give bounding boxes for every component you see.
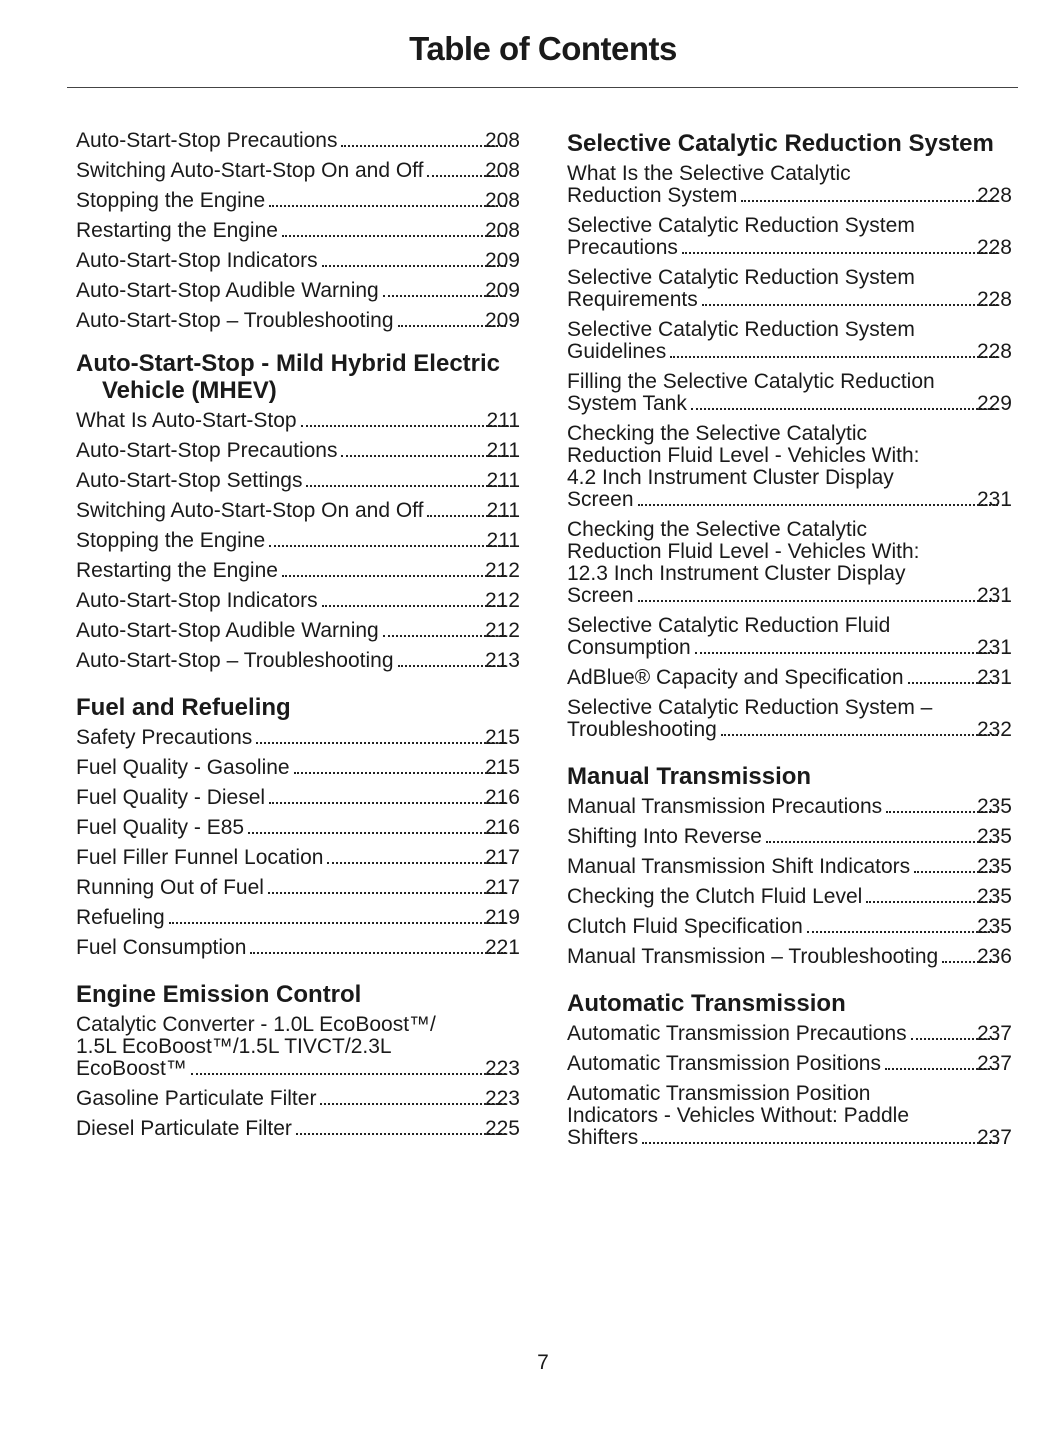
toc-page-number: 211	[486, 439, 520, 462]
section-heading: Auto-Start-Stop - Mild Hybrid Electric Vehicle (MHEV)	[76, 350, 501, 404]
dot-leader	[269, 545, 507, 547]
toc-page-number: 208	[484, 159, 520, 182]
toc-page-number: 215	[484, 756, 520, 779]
toc-entry-text: Selective Catalytic Reduction System –	[567, 696, 933, 719]
toc-entry-text: Guidelines	[567, 340, 667, 363]
toc-page-number: 216	[484, 786, 520, 809]
toc-entry-text: Requirements	[567, 288, 698, 311]
toc-page-number: 229	[976, 392, 1012, 415]
toc-entry-text: Screen	[567, 584, 634, 607]
toc-entry[interactable]	[76, 250, 520, 272]
toc-section	[567, 763, 1012, 968]
toc-entry-text: Switching Auto-Start-Stop On and Off	[76, 499, 424, 522]
toc-page-number: 232	[976, 718, 1012, 741]
toc-page-number: 211	[486, 469, 520, 492]
toc-entry-text: Auto-Start-Stop Settings	[76, 469, 303, 492]
page-title: Table of Contents	[409, 30, 677, 67]
toc-section	[76, 130, 520, 332]
toc-entry[interactable]	[76, 847, 520, 869]
toc-entry[interactable]	[567, 1053, 1012, 1075]
toc-entry[interactable]	[76, 817, 520, 839]
dot-leader	[682, 252, 998, 254]
toc-page-number: 209	[484, 279, 520, 302]
section-heading: Manual Transmission	[567, 763, 812, 790]
toc-page-number: 237	[976, 1052, 1012, 1075]
toc-entry[interactable]	[76, 190, 520, 212]
toc-entry[interactable]	[76, 590, 520, 612]
toc-entry-text: Selective Catalytic Reduction System	[567, 214, 915, 237]
toc-page-number: 209	[484, 249, 520, 272]
toc-entry-text: Filling the Selective Catalytic Reduction	[567, 370, 935, 393]
dot-leader	[670, 356, 998, 358]
toc-page-number: 228	[976, 340, 1012, 363]
dot-leader	[282, 235, 506, 237]
toc-entry-text: Reduction System	[567, 184, 738, 207]
toc-entry[interactable]	[76, 757, 520, 779]
dot-leader	[256, 742, 506, 744]
toc-entry[interactable]	[76, 280, 520, 302]
toc-entry-text: Consumption	[567, 636, 691, 659]
dot-leader	[250, 952, 506, 954]
toc-entry-text: Checking the Selective Catalytic	[567, 422, 867, 445]
dot-leader	[322, 265, 506, 267]
toc-entry[interactable]	[76, 787, 520, 809]
right-column	[567, 130, 1012, 1157]
dot-leader	[268, 892, 506, 894]
toc-entry[interactable]	[76, 620, 520, 642]
toc-entry-text: Shifters	[567, 1126, 639, 1149]
toc-entry-text: Auto-Start-Stop Indicators	[76, 249, 318, 272]
toc-page-number: 211	[486, 529, 520, 552]
toc-entry[interactable]	[567, 946, 1012, 968]
toc-section	[76, 981, 520, 1140]
dot-leader	[341, 145, 505, 147]
toc-page-number: 212	[484, 589, 520, 612]
toc-entry[interactable]	[76, 410, 520, 432]
toc-entry-text: Fuel Quality - E85	[76, 816, 245, 839]
dot-leader	[269, 205, 506, 207]
toc-entry-text: Auto-Start-Stop Precautions	[76, 439, 338, 462]
toc-page-number: 217	[484, 876, 520, 899]
toc-entry-text: 12.3 Inch Instrument Cluster Display	[567, 562, 906, 585]
dot-leader	[248, 832, 506, 834]
toc-entry-text: Automatic Transmission Position	[567, 1082, 871, 1105]
dot-leader	[341, 455, 507, 457]
toc-entry[interactable]	[76, 650, 520, 672]
toc-entry[interactable]	[76, 907, 520, 929]
toc-page-number: 235	[976, 855, 1012, 878]
toc-page-number: 235	[976, 915, 1012, 938]
toc-page-number: 212	[484, 559, 520, 582]
toc-entry[interactable]	[76, 470, 520, 492]
toc-entry-text: What Is the Selective Catalytic	[567, 162, 851, 185]
toc-page-number: 216	[484, 816, 520, 839]
toc-entry-text: What Is Auto-Start-Stop	[76, 409, 297, 432]
toc-entry[interactable]	[567, 519, 1012, 607]
toc-entry[interactable]	[76, 440, 520, 462]
toc-page-number: 215	[484, 726, 520, 749]
toc-page-number: 208	[484, 189, 520, 212]
toc-entry-text: Catalytic Converter - 1.0L EcoBoost™/	[76, 1013, 436, 1036]
toc-entry-text: Restarting the Engine	[76, 559, 278, 582]
toc-page-number: 237	[976, 1126, 1012, 1149]
toc-page-number: 235	[976, 885, 1012, 908]
dot-leader	[691, 408, 998, 410]
title-divider	[67, 87, 1018, 88]
toc-entry[interactable]	[567, 826, 1012, 848]
toc-entry-text: Auto-Start-Stop Precautions	[76, 129, 338, 152]
toc-entry[interactable]	[76, 160, 520, 182]
dot-leader	[766, 841, 998, 843]
toc-entry-text: Auto-Start-Stop – Troubleshooting	[76, 309, 394, 332]
toc-page-number: 212	[484, 619, 520, 642]
toc-entry-text: 4.2 Inch Instrument Cluster Display	[567, 466, 894, 489]
toc-page-number: 219	[484, 906, 520, 929]
dot-leader	[638, 600, 998, 602]
toc-entry[interactable]	[76, 937, 520, 959]
toc-entry[interactable]	[76, 1118, 520, 1140]
toc-entry-text: Fuel Quality - Gasoline	[76, 756, 290, 779]
toc-entry-text: EcoBoost™	[76, 1057, 187, 1080]
dot-leader	[306, 485, 507, 487]
toc-section	[76, 350, 520, 672]
toc-entry-text: Reduction Fluid Level - Vehicles With:	[567, 444, 920, 467]
toc-page-number: 211	[486, 409, 520, 432]
toc-entry[interactable]	[76, 727, 520, 749]
toc-entry-text: Switching Auto-Start-Stop On and Off	[76, 159, 424, 182]
toc-entry-text: Selective Catalytic Reduction Fluid	[567, 614, 891, 637]
toc-page-number: 235	[976, 825, 1012, 848]
dot-leader	[269, 802, 506, 804]
toc-entry[interactable]	[76, 1014, 520, 1080]
toc-entry-text: Diesel Particulate Filter	[76, 1117, 292, 1140]
dot-leader	[638, 504, 998, 506]
toc-page-number: 217	[484, 846, 520, 869]
toc-entry-text: Auto-Start-Stop Indicators	[76, 589, 318, 612]
toc-page-number: 228	[976, 236, 1012, 259]
dot-leader	[721, 734, 998, 736]
section-heading: Engine Emission Control	[76, 981, 362, 1008]
toc-entry[interactable]	[567, 371, 1012, 415]
toc-entry[interactable]	[567, 796, 1012, 818]
toc-entry-text: Selective Catalytic Reduction System	[567, 266, 915, 289]
toc-entry-text: Checking the Clutch Fluid Level	[567, 885, 863, 908]
dot-leader	[702, 304, 998, 306]
toc-section	[567, 130, 1012, 741]
toc-entry-text: Stopping the Engine	[76, 189, 266, 212]
toc-entry[interactable]	[76, 310, 520, 332]
left-column	[76, 130, 520, 1148]
toc-entry-text: Selective Catalytic Reduction System	[567, 318, 915, 341]
toc-entry-text: Safety Precautions	[76, 726, 253, 749]
toc-entry-text: Manual Transmission Precautions	[567, 795, 883, 818]
toc-entry-text: Troubleshooting	[567, 718, 717, 741]
toc-entry-text: Screen	[567, 488, 634, 511]
toc-entry-text: Auto-Start-Stop – Troubleshooting	[76, 649, 394, 672]
toc-entry[interactable]	[76, 877, 520, 899]
toc-page-number: 221	[484, 936, 520, 959]
toc-entry-text: Clutch Fluid Specification	[567, 915, 803, 938]
toc-entry-text: Automatic Transmission Precautions	[567, 1022, 907, 1045]
toc-page-number: 231	[976, 666, 1012, 689]
toc-page-number: 236	[976, 945, 1012, 968]
dot-leader	[695, 652, 998, 654]
toc-entry-text: Checking the Selective Catalytic	[567, 518, 867, 541]
dot-leader	[296, 1133, 506, 1135]
dot-leader	[282, 575, 506, 577]
toc-entry[interactable]	[567, 1023, 1012, 1045]
toc-entry[interactable]	[76, 130, 520, 152]
toc-entry[interactable]	[567, 215, 1012, 259]
dot-leader	[294, 772, 506, 774]
dot-leader	[807, 931, 998, 933]
dot-leader	[191, 1073, 506, 1075]
toc-page-number: 213	[484, 649, 520, 672]
toc-page-number: 237	[976, 1022, 1012, 1045]
toc-entry[interactable]	[567, 163, 1012, 207]
toc-page-number: 211	[486, 499, 520, 522]
toc-entry[interactable]	[567, 667, 1012, 689]
section-heading: Automatic Transmission	[567, 990, 846, 1017]
dot-leader	[169, 922, 506, 924]
dot-leader	[741, 200, 998, 202]
toc-entry-text: Indicators - Vehicles Without: Paddle	[567, 1104, 910, 1127]
toc-page-number: 231	[976, 636, 1012, 659]
toc-entry[interactable]	[567, 1083, 1012, 1149]
toc-entry[interactable]	[76, 560, 520, 582]
toc-page-number: 208	[484, 219, 520, 242]
toc-entry[interactable]	[567, 856, 1012, 878]
toc-entry-text: Fuel Filler Funnel Location	[76, 846, 324, 869]
dot-leader	[322, 605, 506, 607]
toc-entry-text: Auto-Start-Stop Audible Warning	[76, 279, 379, 302]
toc-entry-text: Reduction Fluid Level - Vehicles With:	[567, 540, 920, 563]
toc-entry[interactable]	[76, 530, 520, 552]
toc-entry-text: Restarting the Engine	[76, 219, 278, 242]
toc-page-number: 228	[976, 288, 1012, 311]
toc-entry-text: Stopping the Engine	[76, 529, 266, 552]
toc-page-number: 223	[484, 1057, 520, 1080]
toc-entry-text: Manual Transmission – Troubleshooting	[567, 945, 939, 968]
toc-entry-text: Running Out of Fuel	[76, 876, 264, 899]
toc-section	[76, 694, 520, 959]
dot-leader	[301, 425, 508, 427]
toc-entry-text: System Tank	[567, 392, 687, 415]
toc-entry-text: Automatic Transmission Positions	[567, 1052, 881, 1075]
toc-entry-text: Fuel Consumption	[76, 936, 247, 959]
toc-page-number: 235	[976, 795, 1012, 818]
toc-entry-text: Manual Transmission Shift Indicators	[567, 855, 911, 878]
toc-section	[567, 990, 1012, 1149]
toc-entry-text: Refueling	[76, 906, 165, 929]
toc-entry-text: Precautions	[567, 236, 678, 259]
toc-entry-text: Auto-Start-Stop Audible Warning	[76, 619, 379, 642]
toc-entry[interactable]	[567, 916, 1012, 938]
toc-page-number: 225	[484, 1117, 520, 1140]
toc-page-number: 209	[484, 309, 520, 332]
dot-leader	[327, 862, 505, 864]
toc-page-number: 208	[484, 129, 520, 152]
toc-entry[interactable]	[567, 697, 1012, 741]
toc-entry-text: Fuel Quality - Diesel	[76, 786, 266, 809]
toc-entry-text: Gasoline Particulate Filter	[76, 1087, 317, 1110]
toc-page-number: 228	[976, 184, 1012, 207]
toc-page-number: 231	[976, 584, 1012, 607]
toc-entry[interactable]	[76, 220, 520, 242]
dot-leader	[320, 1103, 506, 1105]
page-number: 7	[537, 1351, 549, 1374]
toc-entry[interactable]	[567, 267, 1012, 311]
toc-entry[interactable]	[567, 615, 1012, 659]
toc-page-number: 231	[976, 488, 1012, 511]
toc-entry[interactable]	[567, 423, 1012, 511]
section-heading: Selective Catalytic Reduction System	[567, 130, 994, 157]
toc-page-number: 223	[484, 1087, 520, 1110]
toc-entry-text: 1.5L EcoBoost™/1.5L TIVCT/2.3L	[76, 1035, 392, 1058]
section-heading: Fuel and Refueling	[76, 694, 291, 721]
toc-entry[interactable]	[76, 500, 520, 522]
toc-entry[interactable]	[567, 319, 1012, 363]
toc-entry[interactable]	[76, 1088, 520, 1110]
dot-leader	[642, 1142, 998, 1144]
toc-entry-text: AdBlue® Capacity and Specification	[567, 666, 904, 689]
toc-entry[interactable]	[567, 886, 1012, 908]
toc-entry-text: Shifting Into Reverse	[567, 825, 762, 848]
